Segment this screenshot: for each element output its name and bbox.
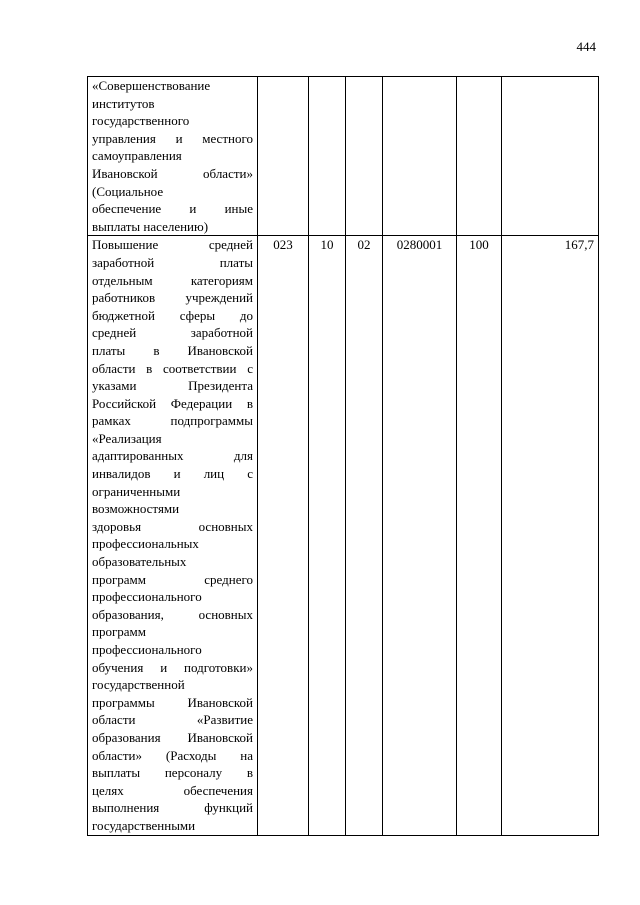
description-cell bbox=[88, 236, 258, 835]
description-line: Повышение средней bbox=[92, 237, 253, 253]
target-article-cell bbox=[383, 77, 457, 236]
page-number: 444 bbox=[576, 39, 596, 54]
subsection-code-cell: 02 bbox=[346, 236, 383, 835]
ministry-code-cell bbox=[258, 77, 309, 236]
table-row bbox=[88, 77, 599, 236]
description-line: программы Ивановской bbox=[92, 694, 253, 710]
amount-cell bbox=[502, 77, 599, 236]
description-line: области «Развитие bbox=[92, 712, 253, 728]
description-line: области» (Расходы на bbox=[92, 747, 253, 763]
description-line: выполнения функций bbox=[92, 800, 253, 816]
ministry-code-cell: 023 bbox=[258, 236, 309, 835]
description-line: программ среднего bbox=[92, 571, 253, 587]
description-line: ограниченными bbox=[92, 483, 181, 499]
description-line: адаптированных для bbox=[92, 448, 253, 464]
description-line: выплаты персоналу в bbox=[92, 765, 253, 781]
description-line: обеспечение и иные bbox=[92, 201, 253, 217]
description-line: заработной платы bbox=[92, 254, 253, 270]
target-article-cell: 0280001 bbox=[383, 236, 457, 835]
budget-table bbox=[87, 76, 599, 836]
expense-type-cell bbox=[457, 77, 502, 236]
description-line: области в соответствии с bbox=[92, 360, 253, 376]
description-line: программ bbox=[92, 624, 147, 640]
description-line: профессионального bbox=[92, 589, 202, 605]
description-line: государственного bbox=[92, 113, 190, 129]
description-line: образования, основных bbox=[92, 606, 253, 622]
description-line: управления и местного bbox=[92, 130, 253, 146]
table-row bbox=[88, 236, 599, 835]
description-line: институтов bbox=[92, 95, 155, 111]
description-line: платы в Ивановской bbox=[92, 342, 253, 358]
description-line: рамках подпрограммы bbox=[92, 413, 253, 429]
description-line: целях обеспечения bbox=[92, 782, 253, 798]
description-line: бюджетной сферы до bbox=[92, 307, 253, 323]
description-line: профессионального bbox=[92, 642, 202, 657]
amount-cell: 167,7 bbox=[502, 236, 599, 835]
description-line: обучения и подготовки» bbox=[92, 659, 253, 675]
description-line: Ивановской области» bbox=[92, 165, 253, 181]
description-line: работников учреждений bbox=[92, 290, 253, 306]
description-line: Российской Федерации в bbox=[92, 395, 253, 411]
description-line: здоровья основных bbox=[92, 518, 253, 534]
section-code-cell bbox=[309, 77, 346, 236]
description-line: указами Президента bbox=[92, 378, 253, 394]
expense-type-cell: 100 bbox=[457, 236, 502, 835]
description-line: «Реализация bbox=[92, 430, 162, 446]
description-line: возможностями bbox=[92, 501, 180, 517]
description-line: средней заработной bbox=[92, 325, 253, 341]
description-line: (Социальное bbox=[92, 183, 164, 199]
description-line: образовательных bbox=[92, 554, 187, 570]
description-line: образования Ивановской bbox=[92, 729, 253, 745]
description-cell bbox=[88, 77, 258, 236]
description-line: выплаты населению) bbox=[92, 218, 209, 234]
description-line: инвалидов и лиц с bbox=[92, 466, 253, 482]
description-line: государственной bbox=[92, 677, 185, 693]
description-line: государственными bbox=[92, 817, 196, 833]
description-line: профессиональных bbox=[92, 536, 199, 552]
subsection-code-cell bbox=[346, 77, 383, 236]
description-line: «Совершенствование bbox=[92, 78, 211, 93]
description-line: самоуправления bbox=[92, 148, 182, 164]
description-line: отдельным категориям bbox=[92, 272, 253, 288]
section-code-cell: 10 bbox=[309, 236, 346, 835]
